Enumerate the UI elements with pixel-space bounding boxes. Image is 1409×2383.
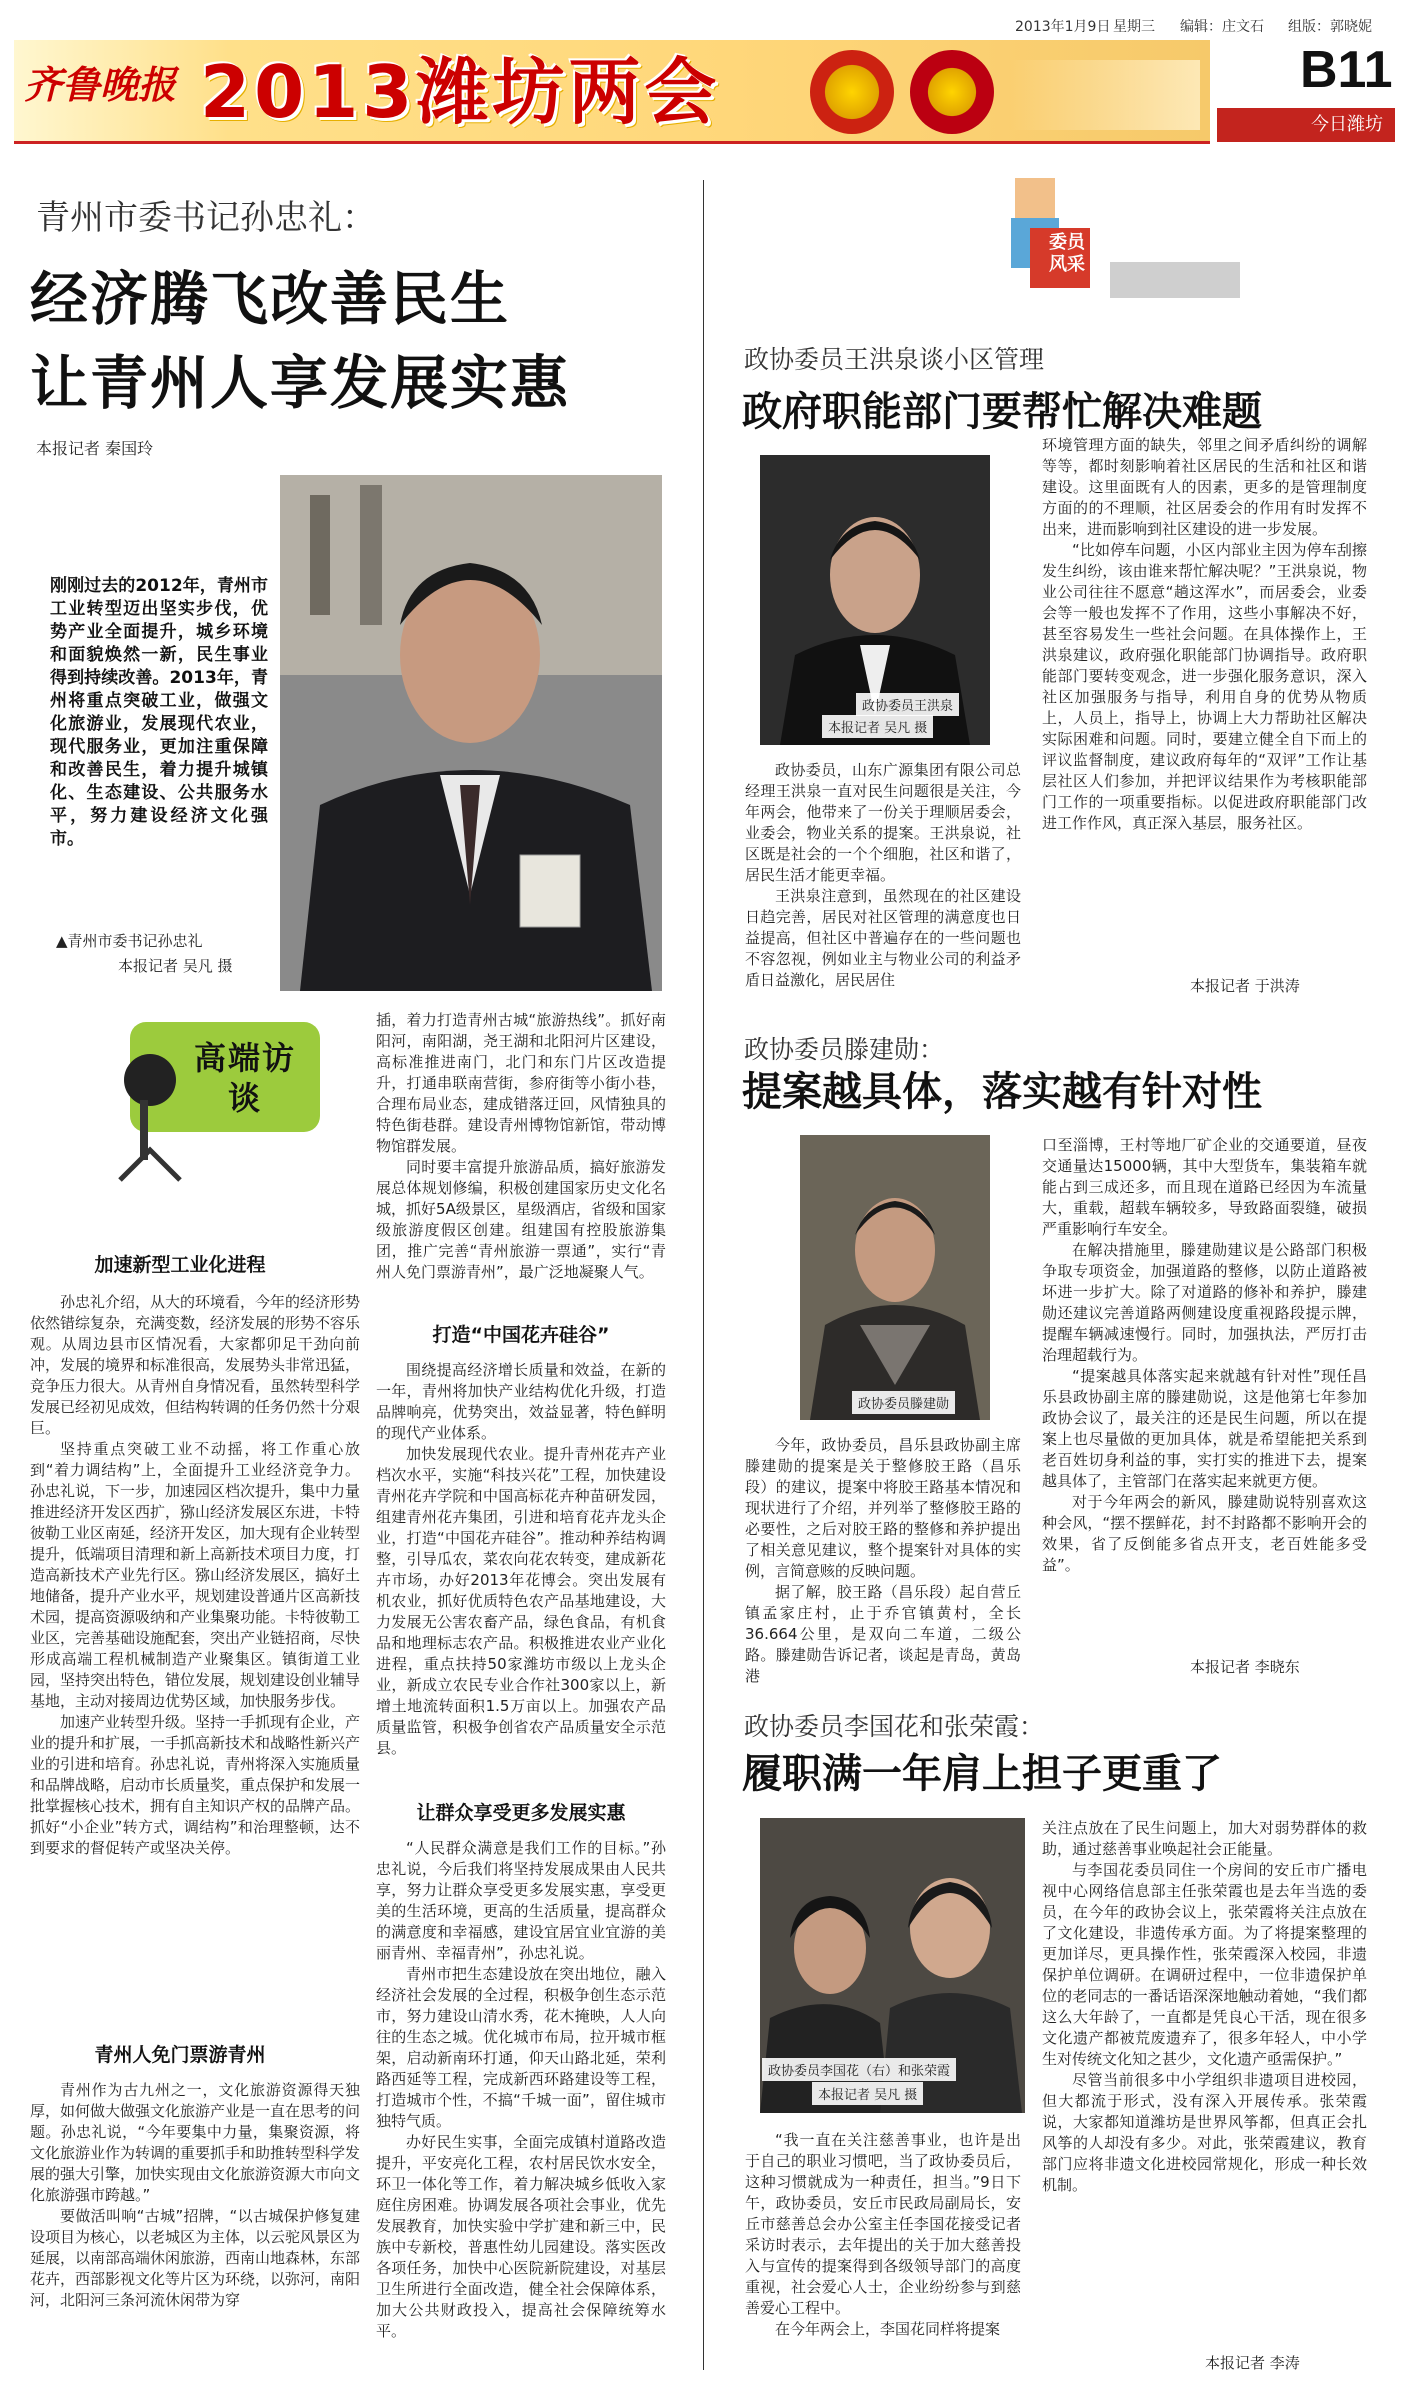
paragraph: 要做活叫响“古城”招牌，“以古城保护修复建设项目为核心，以老城区为主体，以云驼风景区为延展，以南部高端休闲旅游，西南山地森林，东部花卉，西部影视文化等片区为环绕，以弥河，南阳河，北阳河三条河流休闲带为穿 — [30, 2207, 360, 2309]
member-profile-badge — [985, 168, 1095, 298]
cppcc-emblem-icon — [910, 50, 994, 134]
story1-kicker: 政协委员王洪泉谈小区管理 — [744, 345, 1045, 374]
article-headline-line1: 经济腾飞改善民生 — [30, 265, 511, 333]
story2-column-b — [1042, 1135, 1367, 1670]
paragraph: 青州作为古九州之一，文化旅游资源得天独厚，如何做大做强文化旅游产业是一直在思考的问题。孙忠礼说，“今年要集中力量，集聚资源，将文化旅游业作为转调的重要抓手和助推转型科学发展的强大引擎，加快实现由文化旅游资源大市向文化旅游强市跨越。” — [30, 2081, 360, 2204]
section-tag: 今日潍坊 — [1217, 108, 1395, 142]
paragraph: 政协委员，山东广源集团有限公司总经理王洪泉一直对民生问题很是关注，今年两会，他带来了一份关于理顺居委会，业委会，物业关系的提案。王洪泉说，社区既是社会的一个个细胞，社区和谐了，居民生活才能更幸福。 — [745, 761, 1021, 884]
newspaper-logo: 齐鲁晚报 — [24, 62, 177, 107]
left-column-1 — [30, 1292, 360, 2022]
story2-signature: 本报记者 李晓东 — [1190, 1658, 1300, 1676]
story1-headline: 政府职能部门要帮忙解决难题 — [742, 389, 1262, 435]
paragraph: 围绕提高经济增长质量和效益，在新的一年，青州将加快产业结构优化升级，打造品牌响亮，优势突出，效益显著，特色鲜明的现代产业体系。 — [376, 1361, 666, 1442]
paragraph: “提案越具体落实起来就越有针对性”现任昌乐县政协副主席的滕建勋说，这是他第七年参加政协会议了，最关注的还是民生问题，所以在提案上也尽量做的更加具体，就是希望能把关系到老百姓切身利益的事，实打实的推进下去，提案越具体了，主管部门在落实起来就更方便。 — [1042, 1367, 1367, 1490]
paragraph: 关注点放在了民生问题上，加大对弱势群体的救助，通过慈善事业唤起社会正能量。 — [1042, 1819, 1367, 1858]
section-heading-industry: 加速新型工业化进程 — [94, 1254, 266, 1276]
paragraph: 对于今年两会的新风，滕建勋说特别喜欢这种会风，“摆不摆鲜花，封不封路都不影响开会的效果，省了反倒能多省点开支，老百姓能多受益”。 — [1042, 1493, 1367, 1574]
story2-headline: 提案越具体，落实越有针对性 — [742, 1069, 1262, 1115]
story3-headline: 履职满一年肩上担子更重了 — [742, 1751, 1222, 1797]
column-divider — [703, 180, 704, 2370]
paragraph: 王洪泉注意到，虽然现在的社区建设日趋完善，居民对社区管理的满意度也日益提高，但社区中普遍存在的一些问题也不容忽视，例如业主与物业公司的利益矛盾日益激化，居民居住 — [745, 887, 1021, 989]
paragraph: 坚持重点突破工业不动摇，将工作重心放到“着力调结构”上，全面提升工业经济竞争力。孙忠礼说，下一步，加速园区档次提升，集中力量推进经济开发区西扩，猕山经济发展区东进，卡特彼勒工业区南延，经济开发区，加大现有企业转型提升，低端项目清理和新上高新技术项目力度，打造高新技术产业先行区。猕山经济发展区，搞好土地储备，提升产业水平，规划建设普通片区高新技术园，提高资源吸纳和产业集聚功能。卡特彼勒工业区，完善基础设施配套，突出产业链招商，尽快形成高端工程机械制造产业聚集区。镇街道工业园，坚持突出特色，错位发展，规划建设创业辅导基地，主动对接周边优势区域，加快服务步伐。 — [30, 1440, 360, 1710]
left-column-2b — [376, 1360, 666, 1780]
portrait-photo — [280, 475, 662, 991]
interview-badge — [110, 1010, 340, 1190]
story2-photo — [800, 1135, 990, 1420]
top-info-line — [0, 0, 1409, 40]
paragraph: 在解决措施里，滕建勋建议是公路部门积极争取专项资金，加强道路的整修，以防止道路被坏进一步扩大。除了对道路的修补和养护，滕建勋还建议完善道路两侧建设度重视路段提示牌，提醒车辆减速慢行。同时，加强执法，严厉打击治理超载行为。 — [1042, 1241, 1367, 1364]
article-subtitle: 青州市委书记孙忠礼： — [36, 198, 376, 238]
left-column-2c — [376, 1838, 666, 2370]
story1-caption-line2: 本报记者 吴凡 摄 — [822, 715, 933, 738]
paragraph: 加速产业转型升级。坚持一手抓现有企业，产业的提升和扩展，一手抓高新技术和战略性新兴产业的引进和培育。孙忠礼说，青州将深入实施质量和品牌战略，启动市长质量奖，重点保护和发展一批掌握核心技术，拥有自主知识产权的品牌产品。抓好“小企业”转方式，调结构”和治理整顿，达不到要求的督促转产或坚决关停。 — [30, 1713, 360, 1857]
paragraph: 插，着力打造青州古城“旅游热线”。抓好南阳河，南阳湖，尧王湖和北阳河片区建设，高标准推进南门，北门和东门片区改造提升，打通串联南营街，参府街等小街小巷，合理布局业态，建成错落迂回，风情独具的特色街巷群。建设青州博物馆新馆，带动博物馆群发展。 — [376, 1011, 666, 1155]
story3-caption-line2: 本报记者 吴凡 摄 — [812, 2082, 923, 2105]
left-column-1b — [30, 2080, 360, 2370]
section-heading-flower: 打造“中国花卉硅谷” — [432, 1324, 610, 1346]
article-byline: 本报记者 秦国玲 — [36, 439, 154, 458]
paragraph: 口至淄博，王村等地厂矿企业的交通要道，昼夜交通量达15000辆，其中大型货车，集装箱车就能占到三成还多，而且现在道路已经因为车流量大，重载，超载车辆较多，导致路面裂缝，破损严重影响行车安全。 — [1042, 1136, 1367, 1238]
paragraph: 孙忠礼介绍，从大的环境看，今年的经济形势依然错综复杂，充满变数，经济发展的形势不容乐观。从周边县市区情况看，大家都卯足干劲向前冲，发展的境界和标准很高，发展势头非常迅猛，竞争压力很大。从青州自身情况看，虽然转型科学发展已经初见成效，但结构转调的任务仍然十分艰巨。 — [30, 1293, 360, 1437]
portrait-caption — [56, 930, 286, 976]
story3-photo — [760, 1818, 1025, 2113]
issue-weekday: 星期三 — [1113, 19, 1155, 35]
story1-caption-line1: 政协委员王洪泉 — [856, 693, 959, 716]
banner-decoration — [1010, 60, 1200, 130]
story2-caption: 政协委员滕建勋 — [852, 1391, 955, 1414]
paragraph: 环境管理方面的缺失，邻里之间矛盾纠纷的调解等等，都时刻影响着社区居民的生活和社区和谐建设。这里面既有人的因素，更多的是管理制度方面的的不理顺，社区居委会的作用有时发挥不出来，进而影响到社区建设的进一步发展。 — [1042, 436, 1367, 538]
paragraph: 办好民生实事，全面完成镇村道路改造提升，平安亮化工程，农村居民饮水安全，环卫一体化等工作，着力解决城乡低收入家庭住房困难。协调发展各项社会事业，优先发展教育，加快实验中学扩建和新三中，民族中专新校，普惠性幼儿园建设。落实医改各项任务，加快中心医院新院建设，对基层卫生所进行全面改造，健全社会保障体系，加大公共财政投入，提高社会保障统筹水平。 — [376, 2133, 666, 2340]
page-number: B11 — [1300, 41, 1393, 99]
portrait-caption-line1: ▲青州市委书记孙忠礼 — [56, 932, 203, 950]
paragraph: “比如停车问题，小区内部业主因为停车刮擦发生纠纷，该由谁来帮忙解决呢？”王洪泉说，物业公司往往不愿意“趟这浑水”，而居委会，业委会等一般也发挥不了作用，这些小事解决不好，甚至容易发生一些社会问题。在具体操作上，王洪泉建议，政府强化职能部门协调指导。政府职能部门要转变观念，进一步强化服务意识，深入社区加强服务与指导，利用自身的优势从物质上，人员上，指导上，协调上大力帮助社区解决实际困难和问题。同时，要建立健全自下而上的评议监督制度，建议政府每年的“双评”工作让基层社区人们参加，并把评议结果作为考核职能部门工作的一项重要指标。以促进政府职能部门改进工作作风，真正深入基层，服务社区。 — [1042, 541, 1367, 832]
story2-column-a — [745, 1435, 1021, 1685]
story1-photo — [760, 455, 990, 745]
paragraph: 与李国花委员同住一个房间的安丘市广播电视中心网络信息部主任张荣霞也是去年当选的委员，在今年的政协会议上，张荣霞将关注点放在了文化建设，非遗传承方面。为了将提案整理的更加详尽，更具操作性，张荣霞深入校园，非遗保护单位调研。在调研过程中，一位非遗保护单位的老同志的一番话语深深地触动着她，“我们都这么大年龄了，一直都是凭良心干活，现在很多文化遗产都被荒废遗弃了，很多年轻人，中小学生对传统文化知之甚少，文化遗产亟需保护。” — [1042, 1861, 1367, 2068]
paragraph: “我一直在关注慈善事业，也许是出于自己的职业习惯吧，当了政协委员后，这种习惯就成为一种责任，担当。”9日下午，政协委员，安丘市民政局副局长，安丘市慈善总会办公室主任李国花接受记者采访时表示，去年提出的关于加大慈善投入与宣传的提案得到各级领导部门的高度重视，社会爱心人士，企业纷纷参与到慈善爱心工程中。 — [745, 2131, 1021, 2317]
story1-column-a — [745, 760, 1021, 1010]
paragraph: 青州市把生态建设放在突出地位，融入经济社会发展的全过程，积极争创生态示范市，努力建设山清水秀，花木掩映，人人向往的生态之城。优化城市布局，拉开城市框架，启动新南环打通，仰天山路北延，荣利路西延等工程，完成新西环路建设等工程，打造城市个性，不搞“千城一面”，留住城市独特气质。 — [376, 1965, 666, 2130]
article-lead: 刚刚过去的2012年，青州市工业转型迈出坚实步伐，优势产业全面提升，城乡环境和面貌焕然一新，民生事业得到持续改善。2013年，青州将重点突破工业，做强文化旅游业，发展现代农业，现代服务业，更加注重保障和改善民生，着力提升城镇化、生态建设、公共服务水平，努力建设经济文化强市。 — [50, 576, 268, 849]
banner-title: 2013潍坊两会 — [200, 50, 721, 134]
paragraph: 今年，政协委员，昌乐县政协副主席滕建勋的提案是关于整修胶王路（昌乐段）的建议，提案中将胶王路基本情况和现状进行了介绍，并列举了整修胶王路的必要性，之后对胶王路的整修和养护提出了相关意见建议，整个提案针对具体的实例，言简意赅的反映问题。 — [745, 1436, 1021, 1580]
section-heading-tourism: 青州人免门票游青州 — [94, 2044, 266, 2066]
member-profile-label: 委员风采 — [1049, 232, 1085, 275]
interview-badge-label: 高端访谈 — [193, 1039, 296, 1117]
left-column-2 — [376, 1010, 666, 1302]
story1-column-b — [1042, 435, 1367, 970]
paragraph: “人民群众满意是我们工作的目标。”孙忠礼说，今后我们将坚持发展成果由人民共享，努力让群众享受更多发展实惠，享受更美的生活环境，更高的生活质量，提高群众的满意度和幸福感，建设宜居宜业宜游的美丽青州、幸福青州”，孙忠礼说。 — [376, 1839, 666, 1962]
design-credit: 组版：郭晓妮 — [1288, 19, 1372, 35]
portrait-caption-line2: 本报记者 吴凡 摄 — [118, 957, 233, 975]
editor-credit: 编辑：庄文石 — [1180, 19, 1264, 35]
article-headline-line2: 让青州人享发展实惠 — [30, 349, 571, 417]
story1-signature: 本报记者 于洪涛 — [1190, 977, 1300, 995]
story3-signature: 本报记者 李涛 — [1205, 2354, 1300, 2372]
story3-column-a — [745, 2130, 1021, 2370]
paragraph: 同时要丰富提升旅游品质，搞好旅游发展总体规划修编，积极创建国家历史文化名城，抓好5A级景区，星级酒店，省级和国家级旅游度假区创建。组建国有控股旅游集团，推广完善“青州旅游一票通”，实行“青州人免门票游青州”，最广泛地凝聚人气。 — [376, 1158, 666, 1281]
story2-kicker: 政协委员滕建勋： — [744, 1035, 945, 1064]
issue-date: 2013年1月9日 — [1015, 19, 1111, 35]
story3-kicker: 政协委员李国花和张荣霞： — [744, 1712, 1045, 1741]
badge-stripe — [1110, 262, 1240, 298]
paragraph: 加快发展现代农业。提升青州花卉产业档次水平，实施“科技兴花”工程，加快建设青州花卉学院和中国高标花卉种苗研发园，组建青州花卉集团，引进和培育花卉龙头企业，打造“中国花卉硅谷”。推动种养结构调整，引导瓜农，菜农向花农转变，建成新花卉市场，办好2013年花博会。突出发展有机农业，抓好优质特色农产品基地建设，大力发展无公害农畜产品，绿色食品，有机食品和地理标志农产品。积极推进农业产业化进程，重点扶持50家潍坊市级以上龙头企业，新成立农民专业合作社300家以上，新增土地流转面积1.5万亩以上。加强农产品质量监管，积极争创省农产品质量安全示范县。 — [376, 1445, 666, 1757]
story3-caption-line1: 政协委员李国花（右）和张荣霞 — [762, 2058, 956, 2081]
paragraph: 据了解，胶王路（昌乐段）起自营丘镇孟家庄村，止于乔官镇黄村，全长36.664公里，是双向二车道，二级公路。滕建勋告诉记者，谈起是青岛，黄岛港 — [745, 1583, 1021, 1685]
section-heading-benefits: 让群众享受更多发展实惠 — [416, 1802, 626, 1824]
paragraph: 在今年两会上，李国花同样将提案 — [775, 2320, 1001, 2338]
national-emblem-icon — [810, 50, 894, 134]
story3-column-b — [1042, 1818, 1367, 2348]
paragraph: 尽管当前很多中小学组织非遗项目进校园，但大都流于形式，没有深入开展传承。张荣霞说，大家都知道潍坊是世界风筝都，但真正会扎风筝的人却没有多少。对此，张荣霞建议，教育部门应将非遗文化进校园常规化，形成一种长效机制。 — [1042, 2071, 1367, 2194]
